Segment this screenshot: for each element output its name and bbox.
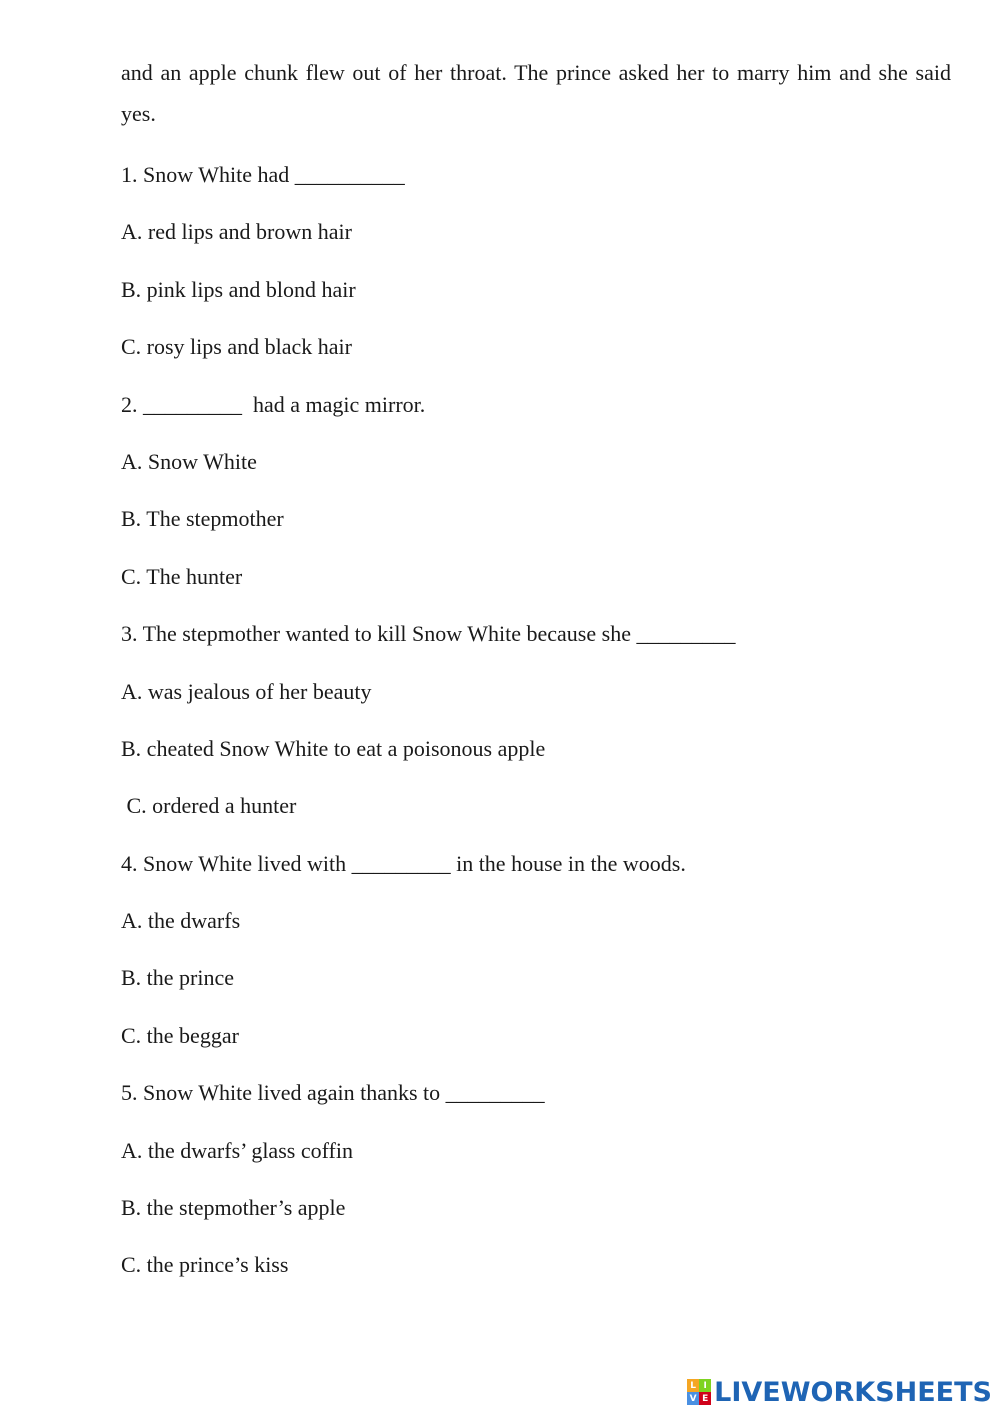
question-2 bbox=[121, 376, 951, 606]
question-3-option-a[interactable]: A. was jealous of her beauty bbox=[121, 678, 372, 704]
question-1-prompt: 1. Snow White had __________ bbox=[121, 162, 405, 187]
question-4-option-c[interactable]: C. the beggar bbox=[121, 1022, 239, 1048]
question-2-option-b[interactable]: B. The stepmother bbox=[121, 506, 284, 532]
logo-tile-i: I bbox=[699, 1379, 711, 1392]
question-5 bbox=[121, 1064, 951, 1294]
liveworksheets-watermark bbox=[687, 1377, 992, 1407]
question-1-option-c[interactable]: C. rosy lips and black hair bbox=[121, 334, 352, 360]
story-paragraph: and an apple chunk flew out of her throat. The prince asked her to marry him and she said yes. bbox=[121, 60, 951, 126]
question-3-option-b[interactable]: B. cheated Snow White to eat a poisonous apple bbox=[121, 735, 546, 761]
logo-tile-l: L bbox=[687, 1379, 699, 1392]
question-4 bbox=[121, 835, 951, 1065]
question-5-option-a[interactable]: A. the dwarfs’ glass coffin bbox=[121, 1137, 353, 1163]
question-3 bbox=[121, 605, 951, 835]
question-1-option-b[interactable]: B. pink lips and blond hair bbox=[121, 276, 356, 302]
question-2-prompt: 2. _________ had a magic mirror. bbox=[121, 391, 426, 417]
question-1-option-a[interactable]: A. red lips and brown hair bbox=[121, 219, 352, 245]
question-5-prompt: 5. Snow White lived again thanks to _________ bbox=[121, 1080, 545, 1106]
question-5-option-b[interactable]: B. the stepmother’s apple bbox=[121, 1195, 346, 1221]
question-1 bbox=[121, 146, 951, 376]
question-3-option-c[interactable]: C. ordered a hunter bbox=[121, 793, 297, 819]
question-2-option-a[interactable]: A. Snow White bbox=[121, 448, 257, 474]
question-2-option-c[interactable]: C. The hunter bbox=[121, 563, 243, 589]
question-4-prompt: 4. Snow White lived with _________ in the house in the woods. bbox=[121, 850, 686, 876]
logo-tile-e: E bbox=[699, 1392, 711, 1405]
liveworksheets-logo-icon bbox=[687, 1379, 711, 1405]
question-5-option-c[interactable]: C. the prince’s kiss bbox=[121, 1252, 289, 1278]
watermark-text: LIVEWORKSHEETS bbox=[714, 1376, 992, 1408]
question-3-prompt: 3. The stepmother wanted to kill Snow White because she _________ bbox=[121, 621, 736, 647]
worksheet-page bbox=[121, 52, 951, 1294]
question-4-option-a[interactable]: A. the dwarfs bbox=[121, 908, 241, 934]
logo-tile-v: V bbox=[687, 1392, 699, 1405]
question-4-option-b[interactable]: B. the prince bbox=[121, 965, 235, 991]
